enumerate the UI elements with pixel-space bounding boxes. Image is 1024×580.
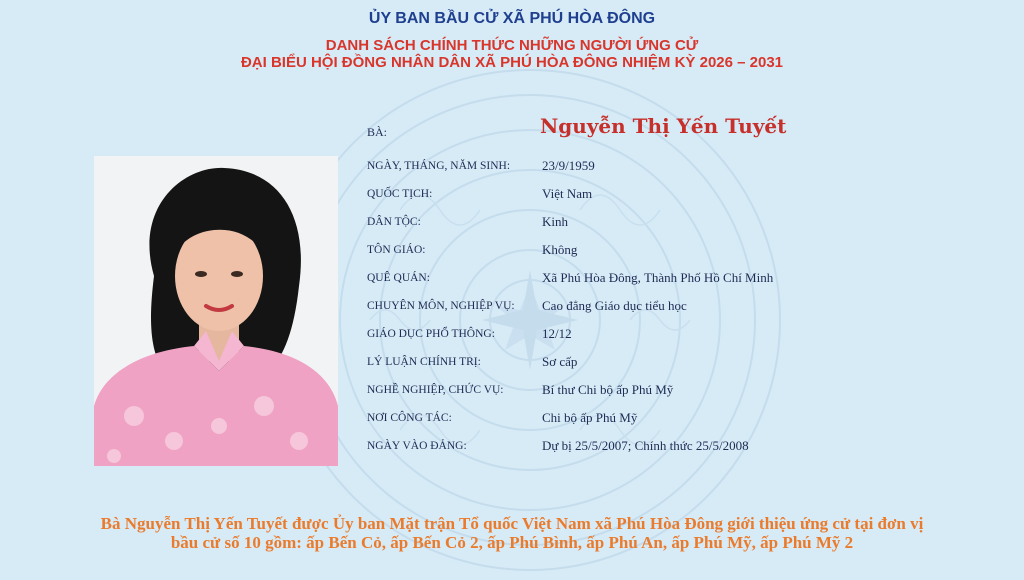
detail-label: TÔN GIÁO:: [367, 244, 426, 256]
detail-value: Xã Phú Hòa Đông, Thành Phố Hồ Chí Minh: [542, 270, 774, 285]
candidate-name: Nguyễn Thị Yến Tuyết: [540, 114, 787, 138]
detail-value: Kinh: [542, 214, 568, 229]
detail-label: QUỐC TỊCH:: [367, 188, 433, 200]
list-title-line-1: DANH SÁCH CHÍNH THỨC NHỮNG NGƯỜI ỨNG CỬ: [325, 37, 699, 54]
detail-value: Dự bị 25/5/2007; Chính thức 25/5/2008: [542, 438, 749, 453]
detail-value: Bí thư Chi bộ ấp Phú Mỹ: [542, 382, 674, 397]
detail-value: Không: [542, 242, 578, 257]
detail-label: QUÊ QUÁN:: [367, 272, 430, 284]
detail-value: Việt Nam: [542, 186, 593, 201]
detail-value: 12/12: [542, 326, 572, 341]
detail-value: Cao đẳng Giáo dục tiểu học: [542, 298, 687, 313]
list-title-line-2: ĐẠI BIỂU HỘI ĐỒNG NHÂN DÂN XÃ PHÚ HÒA ĐÔNG NHIỆM KỲ 2026 – 2031: [240, 54, 784, 71]
detail-value: Sơ cấp: [542, 354, 578, 369]
detail-label: DÂN TỘC:: [367, 216, 421, 228]
detail-label: NGÀY, THÁNG, NĂM SINH:: [367, 160, 511, 172]
salutation-label: BÀ:: [367, 125, 388, 139]
detail-value: Chi bộ ấp Phú Mỹ: [542, 410, 638, 425]
portrait-photo-icon: [94, 156, 338, 466]
detail-label: NƠI CÔNG TÁC:: [367, 412, 452, 424]
detail-label: LÝ LUẬN CHÍNH TRỊ:: [367, 356, 481, 368]
detail-label: NGHỀ NGHIỆP, CHỨC VỤ:: [367, 384, 504, 396]
nomination-note-line-2: bầu cử số 10 gồm: ấp Bến Cỏ, ấp Bến Cỏ 2, ấp Phú Bình, ấp Phú An, ấp Phú Mỹ, ấp Phú Mỹ 2: [170, 533, 854, 552]
candidate-portrait: [94, 156, 338, 466]
nomination-note: [20, 514, 1004, 552]
detail-label: GIÁO DỤC PHỔ THÔNG:: [367, 328, 495, 340]
nomination-note-line-1: Bà Nguyễn Thị Yến Tuyết được Ủy ban Mặt trận Tổ quốc Việt Nam xã Phú Hòa Đông giới thiệu ứng cử tại đơn vị: [100, 514, 924, 533]
list-title: [0, 37, 1024, 71]
detail-label: NGÀY VÀO ĐẢNG:: [367, 440, 467, 452]
detail-value: 23/9/1959: [542, 158, 595, 173]
detail-label: CHUYÊN MÔN, NGHIỆP VỤ:: [367, 300, 515, 312]
committee-title: ỦY BAN BẦU CỬ XÃ PHÚ HÒA ĐÔNG: [368, 10, 656, 27]
